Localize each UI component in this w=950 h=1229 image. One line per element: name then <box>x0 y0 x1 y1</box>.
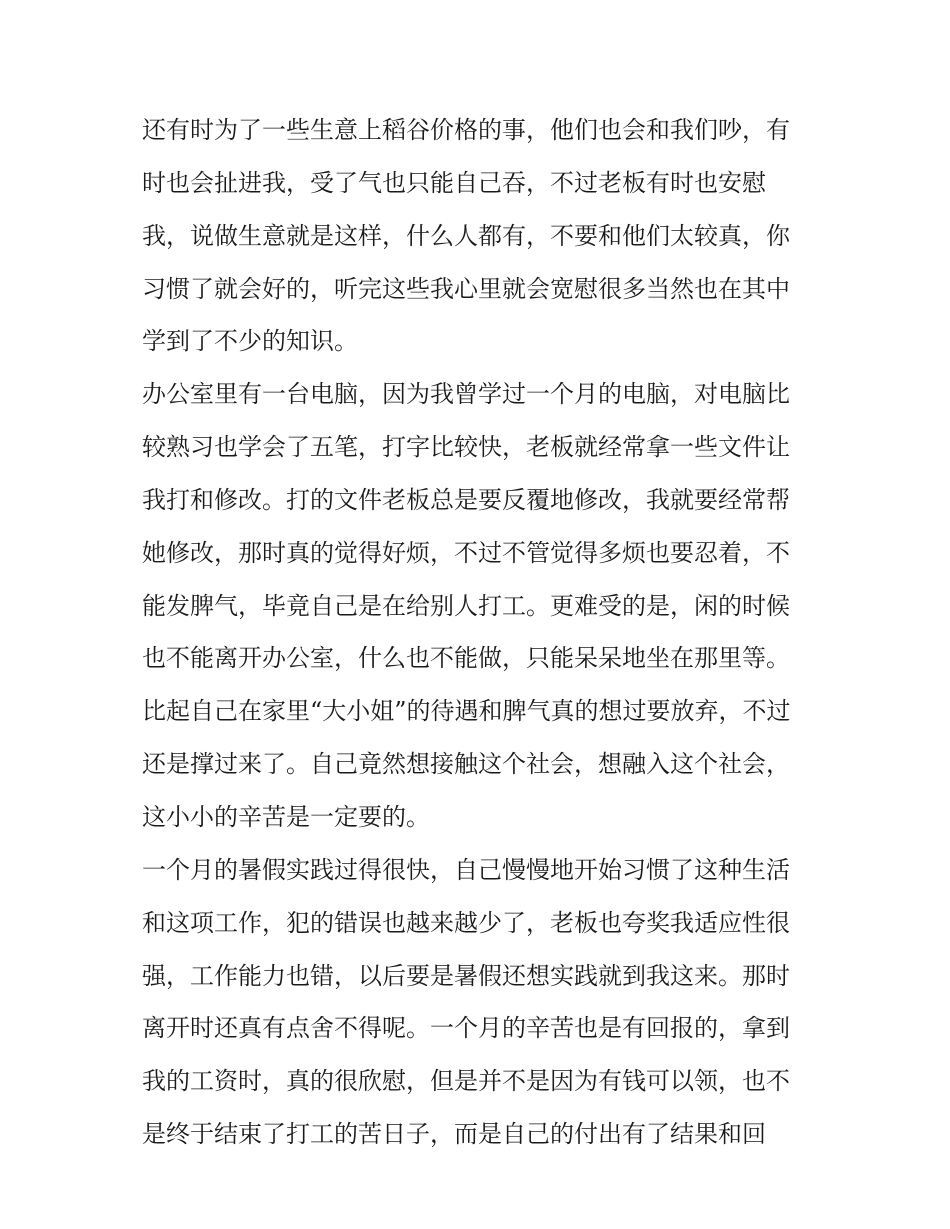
text-line: 比起自己在家里“大小姐”的待遇和脾气真的想过要放弃，不过 <box>142 697 791 726</box>
text-line: 这小小的辛苦是一定要的。 <box>142 802 430 831</box>
text-line: 我，说做生意就是这样，什么人都有，不要和他们太较真，你 <box>142 221 790 250</box>
text-line: 也不能离开办公室，什么也不能做，只能呆呆地坐在那里等。 <box>142 644 790 673</box>
text-line: 学到了不少的知识。 <box>142 327 358 356</box>
text-line: 较熟习也学会了五笔，打字比较快，老板就经常拿一些文件让 <box>142 433 790 462</box>
text-line: 我的工资时，真的很欣慰，但是并不是因为有钱可以领，也不 <box>142 1067 790 1096</box>
text-line: 我打和修改。打的文件老板总是要反覆地修改，我就要经常帮 <box>142 485 790 514</box>
body-text <box>142 110 822 1167</box>
text-line: 一个月的暑假实践过得很快，自己慢慢地开始习惯了这种生活 <box>142 855 790 884</box>
text-line: 是终于结束了打工的苦日子，而是自己的付出有了结果和回 <box>142 1120 766 1149</box>
text-line: 还是撑过来了。自己竟然想接触这个社会，想融入这个社会， <box>142 750 790 779</box>
text-line: 习惯了就会好的，听完这些我心里就会宽慰很多当然也在其中 <box>142 274 790 303</box>
text-line: 她修改，那时真的觉得好烦，不过不管觉得多烦也要忍着，不 <box>142 538 790 567</box>
text-line: 和这项工作，犯的错误也越来越少了，老板也夸奖我适应性很 <box>142 908 790 937</box>
text-line: 还有时为了一些生意上稻谷价格的事，他们也会和我们吵，有 <box>142 116 790 144</box>
text-line: 办公室里有一台电脑，因为我曾学过一个月的电脑，对电脑比 <box>142 380 790 409</box>
text-line: 离开时还真有点舍不得呢。一个月的辛苦也是有回报的，拿到 <box>142 1014 790 1043</box>
text-line: 强，工作能力也错，以后要是暑假还想实践就到我这来。那时 <box>142 961 790 990</box>
text-line: 能发脾气，毕竟自己是在给别人打工。更难受的是，闲的时候 <box>142 591 790 620</box>
text-line: 时也会扯进我，受了气也只能自己吞，不过老板有时也安慰 <box>142 168 766 197</box>
